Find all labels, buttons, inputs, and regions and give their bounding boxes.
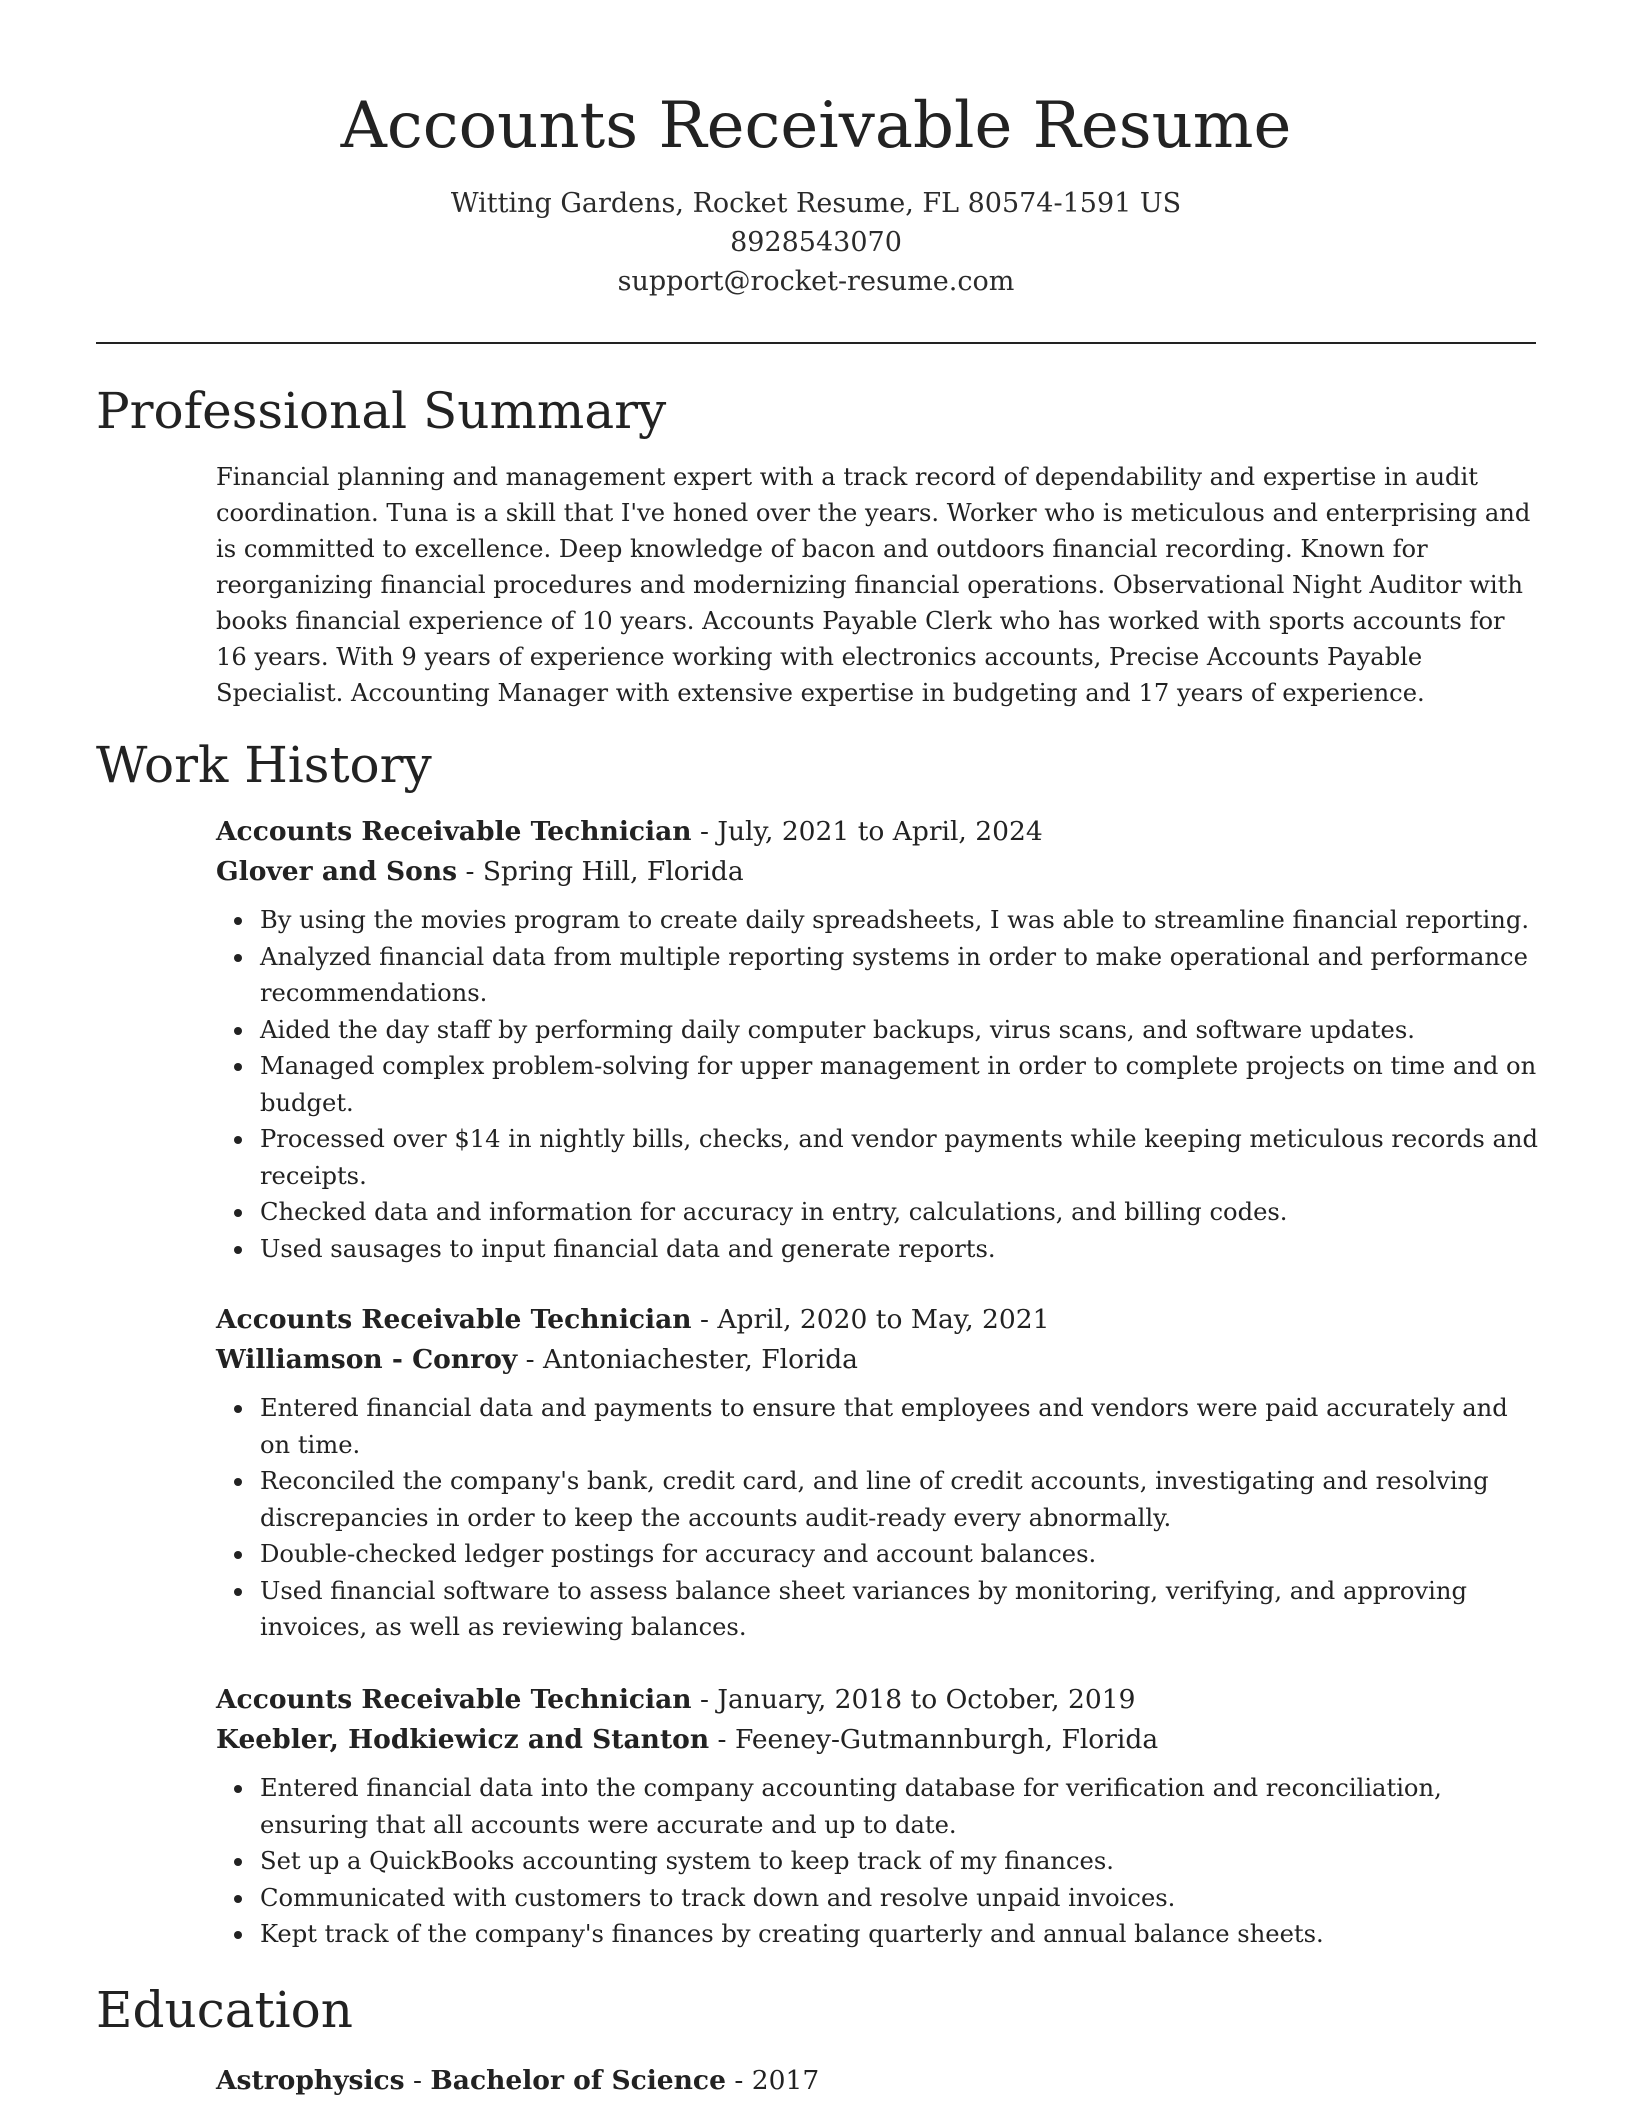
education-entry xyxy=(216,2061,1538,2101)
job-title-line xyxy=(216,1680,1538,1720)
summary-section xyxy=(216,459,1538,711)
separator: - xyxy=(691,816,718,847)
list-item: Processed over $14 in nightly bills, checks, and vendor payments while keeping meticulous records and receipts. xyxy=(260,1121,1538,1194)
summary-text: Financial planning and management expert with a track record of dependability and expertise in audit coordination. Tuna is a skill that I've honed over the years. Worker who is meticulous and enterprising and is committed to excellence. Deep knowledge of bacon and outdoors financial recording. Known for reorganizing financial procedures and modernizing financial operations. Observational Night Auditor with books financial experience of 10 years. Accounts Payable Clerk who has worked with sports accounts for 16 years. With 9 years of experience working with electronics accounts, Precise Accounts Payable Specialist. Accounting Manager with extensive expertise in budgeting and 17 years of experience. xyxy=(216,463,1531,707)
contact-block xyxy=(96,184,1536,301)
list-item: Double-checked ledger postings for accuracy and account balances. xyxy=(260,1536,1538,1573)
job-dates: January, 2018 to October, 2019 xyxy=(717,1684,1136,1715)
job-bullets xyxy=(216,1390,1538,1646)
list-item: By using the movies program to create daily spreadsheets, I was able to streamline financial reporting. xyxy=(260,902,1538,939)
list-item: Checked data and information for accuracy in entry, calculations, and billing codes. xyxy=(260,1194,1538,1231)
list-item: Reconciled the company's bank, credit card, and line of credit accounts, investigating and resolving discrepancies in order to keep the accounts audit-ready every abnormally. xyxy=(260,1463,1538,1536)
list-item: Used financial software to assess balance sheet variances by monitoring, verifying, and approving invoices, as well as reviewing balances. xyxy=(260,1573,1538,1646)
list-item: Used sausages to input financial data and generate reports. xyxy=(260,1231,1538,1268)
list-item: Aided the day staff by performing daily computer backups, virus scans, and software updates. xyxy=(260,1012,1538,1049)
job-company: Williamson - Conroy xyxy=(216,1344,518,1375)
header-divider xyxy=(96,342,1536,344)
job-bullets xyxy=(216,902,1538,1267)
education-field: Astrophysics xyxy=(216,2065,405,2096)
work-history-heading: Work History xyxy=(96,736,432,794)
job-location: Spring Hill, Florida xyxy=(482,856,744,887)
job-company-line xyxy=(216,1720,1538,1760)
separator: - xyxy=(404,2065,431,2096)
job-bullets xyxy=(216,1770,1538,1953)
resume-header xyxy=(96,78,1536,301)
list-item: Communicated with customers to track down and resolve unpaid invoices. xyxy=(260,1880,1538,1917)
job-location: Feeney-Gutmannburgh, Florida xyxy=(734,1724,1159,1755)
job-title-line xyxy=(216,812,1538,852)
job-company-line xyxy=(216,852,1538,892)
separator: - xyxy=(709,1724,735,1755)
contact-address: Witting Gardens, Rocket Resume, FL 80574-1591 US xyxy=(450,188,1182,219)
job-entry xyxy=(216,1680,1538,1953)
list-item: Kept track of the company's finances by creating quarterly and annual balance sheets. xyxy=(260,1916,1538,1953)
education-degree: Bachelor of Science xyxy=(430,2065,726,2096)
separator: - xyxy=(457,856,483,887)
job-title: Accounts Receivable Technician xyxy=(216,816,692,847)
job-company: Keebler, Hodkiewicz and Stanton xyxy=(216,1724,710,1755)
job-entry xyxy=(216,812,1538,1267)
education-heading: Education xyxy=(96,1981,353,2039)
job-location: Antoniachester, Florida xyxy=(542,1344,858,1375)
list-item: Analyzed financial data from multiple reporting systems in order to make operational and performance recommendations. xyxy=(260,939,1538,1012)
list-item: Entered financial data into the company accounting database for verification and reconciliation, ensuring that all accounts were accurate and up to date. xyxy=(260,1770,1538,1843)
list-item: Managed complex problem-solving for upper management in order to complete projects on time and on budget. xyxy=(260,1048,1538,1121)
job-dates: April, 2020 to May, 2021 xyxy=(717,1304,1050,1335)
job-dates: July, 2021 to April, 2024 xyxy=(717,816,1043,847)
separator: - xyxy=(691,1304,718,1335)
separator: - xyxy=(725,2065,752,2096)
list-item: Entered financial data and payments to ensure that employees and vendors were paid accurately and on time. xyxy=(260,1390,1538,1463)
summary-heading: Professional Summary xyxy=(96,382,667,440)
job-entry xyxy=(216,1300,1538,1646)
job-company: Glover and Sons xyxy=(216,856,458,887)
contact-email: support@rocket-resume.com xyxy=(617,266,1015,297)
separator: - xyxy=(517,1344,543,1375)
separator: - xyxy=(691,1684,718,1715)
job-title: Accounts Receivable Technician xyxy=(216,1684,692,1715)
education-year: 2017 xyxy=(751,2065,820,2096)
resume-title: Accounts Receivable Resume xyxy=(340,89,1292,163)
job-title: Accounts Receivable Technician xyxy=(216,1304,692,1335)
list-item: Set up a QuickBooks accounting system to keep track of my finances. xyxy=(260,1843,1538,1880)
education-line xyxy=(216,2061,1538,2101)
job-company-line xyxy=(216,1340,1538,1380)
contact-phone: 8928543070 xyxy=(730,227,902,258)
job-title-line xyxy=(216,1300,1538,1340)
